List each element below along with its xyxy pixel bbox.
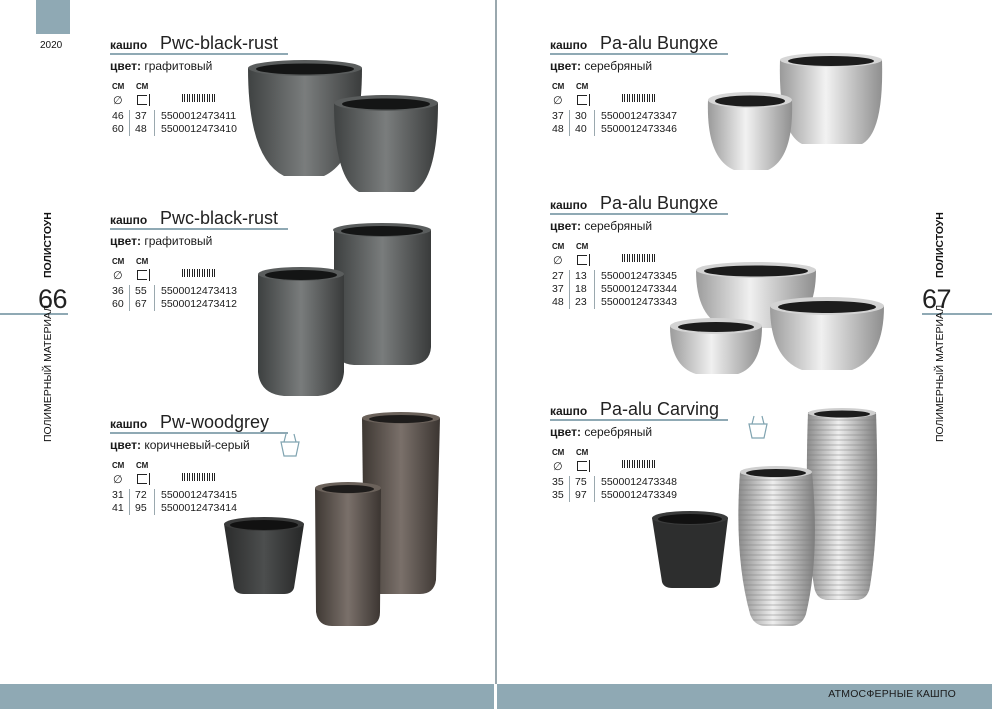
height-value: 72 — [135, 489, 147, 501]
color-label: цвет: — [550, 219, 581, 233]
product-type: кашпо — [550, 404, 588, 418]
diameter-icon: ∅ — [113, 95, 123, 107]
height-value: 97 — [575, 489, 587, 501]
barcode-icon — [182, 473, 216, 481]
unit-height: СМ — [136, 257, 149, 266]
unit-diameter: СМ — [552, 242, 565, 251]
diameter-value: 60 — [112, 298, 124, 310]
title-underline — [550, 53, 728, 55]
height-value: 55 — [135, 285, 147, 297]
height-value: 30 — [575, 110, 587, 122]
unit-diameter: СМ — [552, 448, 565, 457]
article-code: 5500012473415 — [161, 489, 237, 501]
unit-diameter: СМ — [552, 82, 565, 91]
column-divider — [129, 110, 130, 136]
diameter-value: 36 — [112, 285, 124, 297]
diameter-icon: ∅ — [553, 95, 563, 107]
page-spine — [495, 0, 497, 686]
pot-image-silver-bowls — [666, 262, 888, 378]
column-divider — [129, 489, 130, 515]
unit-height: СМ — [136, 82, 149, 91]
diameter-icon: ∅ — [553, 461, 563, 473]
height-value: 18 — [575, 283, 587, 295]
article-code: 5500012473410 — [161, 123, 237, 135]
article-code: 5500012473347 — [601, 110, 677, 122]
product-color-line — [550, 219, 810, 233]
unit-height: СМ — [576, 448, 589, 457]
product-type: кашпо — [550, 38, 588, 52]
height-icon — [137, 474, 147, 484]
height-value: 23 — [575, 296, 587, 308]
year-tab — [36, 0, 70, 34]
barcode-icon — [182, 269, 216, 277]
diameter-icon: ∅ — [113, 474, 123, 486]
diameter-value: 31 — [112, 489, 124, 501]
pot-image-woodgrey — [220, 412, 450, 632]
article-code: 5500012473344 — [601, 283, 677, 295]
barcode-icon — [622, 254, 656, 262]
unit-diameter: СМ — [112, 257, 125, 266]
product-type: кашпо — [110, 38, 148, 52]
diameter-value: 48 — [552, 123, 564, 135]
height-value: 75 — [575, 476, 587, 488]
barcode-icon — [182, 94, 216, 102]
article-code: 5500012473414 — [161, 502, 237, 514]
color-value: графитовый — [144, 234, 213, 248]
column-divider — [129, 285, 130, 311]
color-label: цвет: — [110, 234, 141, 248]
unit-height: СМ — [576, 82, 589, 91]
color-value: серебряный — [584, 219, 653, 233]
pot-image-graphite-round — [244, 58, 444, 198]
product-type: кашпо — [550, 198, 588, 212]
side-label-bottom-left: ПОЛИМЕРНЫЙ МАТЕРИАЛ — [42, 304, 54, 442]
article-code: 5500012473412 — [161, 298, 237, 310]
article-code: 5500012473343 — [601, 296, 677, 308]
article-code: 5500012473346 — [601, 123, 677, 135]
pot-image-silver-bungxe — [704, 52, 890, 178]
column-divider — [569, 476, 570, 502]
height-icon — [577, 255, 587, 265]
diameter-value: 60 — [112, 123, 124, 135]
column-divider — [154, 489, 155, 515]
product-name: Pa-alu Bungxe — [600, 193, 719, 213]
unit-height: СМ — [576, 242, 589, 251]
product-type: кашпо — [110, 417, 148, 431]
year-label: 2020 — [40, 40, 63, 51]
article-code: 5500012473345 — [601, 270, 677, 282]
product-type: кашпо — [110, 213, 148, 227]
height-value: 48 — [135, 123, 147, 135]
height-icon — [577, 95, 587, 105]
column-divider — [594, 110, 595, 136]
side-label-top-right: ПОЛИСТОУН — [934, 212, 946, 278]
product-title — [550, 32, 810, 54]
height-value: 13 — [575, 270, 587, 282]
height-value: 40 — [575, 123, 587, 135]
diameter-value: 37 — [552, 110, 564, 122]
article-code: 5500012473348 — [601, 476, 677, 488]
pot-image-silver-carving — [648, 406, 884, 634]
product-name: Pa-alu Carving — [600, 399, 720, 419]
article-code: 5500012473349 — [601, 489, 677, 501]
diameter-icon: ∅ — [553, 255, 563, 267]
product-name: Pw-woodgrey — [160, 412, 270, 432]
side-label-bottom-right: ПОЛИМЕРНЫЙ МАТЕРИАЛ — [934, 304, 946, 442]
color-value: коричневый-серый — [144, 438, 250, 452]
height-icon — [137, 95, 147, 105]
column-divider — [594, 270, 595, 309]
unit-diameter: СМ — [112, 461, 125, 470]
column-divider — [154, 285, 155, 311]
height-icon — [137, 270, 147, 280]
product-title — [110, 32, 370, 54]
column-divider — [569, 270, 570, 309]
column-divider — [154, 110, 155, 136]
column-divider — [594, 476, 595, 502]
product-title — [550, 192, 810, 214]
unit-diameter: СМ — [112, 82, 125, 91]
diameter-value: 35 — [552, 489, 564, 501]
diameter-value: 27 — [552, 270, 564, 282]
color-label: цвет: — [110, 59, 141, 73]
article-code: 5500012473413 — [161, 285, 237, 297]
color-label: цвет: — [550, 425, 581, 439]
page-number-left: 66 — [38, 284, 68, 314]
unit-height: СМ — [136, 461, 149, 470]
page-number-right: 67 — [922, 284, 952, 314]
height-icon — [577, 461, 587, 471]
side-label-top-left: ПОЛИСТОУН — [42, 212, 54, 278]
pot-image-graphite-tall — [256, 222, 436, 402]
product-name: Pwc-black-rust — [160, 208, 279, 228]
color-value: серебряный — [584, 59, 653, 73]
title-underline — [550, 213, 728, 215]
diameter-value: 48 — [552, 296, 564, 308]
article-code: 5500012473411 — [161, 110, 237, 122]
diameter-value: 41 — [112, 502, 124, 514]
diameter-value: 46 — [112, 110, 124, 122]
footer-gap — [494, 684, 497, 709]
title-underline — [110, 53, 288, 55]
footer-title: АТМОСФЕРНЫЕ КАШПО — [828, 688, 956, 700]
color-value: графитовый — [144, 59, 213, 73]
product-name: Pwc-black-rust — [160, 33, 279, 53]
diameter-icon: ∅ — [113, 270, 123, 282]
height-value: 37 — [135, 110, 147, 122]
product-name: Pa-alu Bungxe — [600, 33, 719, 53]
barcode-icon — [622, 94, 656, 102]
color-value: серебряный — [584, 425, 653, 439]
diameter-value: 37 — [552, 283, 564, 295]
height-value: 95 — [135, 502, 147, 514]
diameter-value: 35 — [552, 476, 564, 488]
column-divider — [569, 110, 570, 136]
color-label: цвет: — [110, 438, 141, 452]
color-label: цвет: — [550, 59, 581, 73]
height-value: 67 — [135, 298, 147, 310]
